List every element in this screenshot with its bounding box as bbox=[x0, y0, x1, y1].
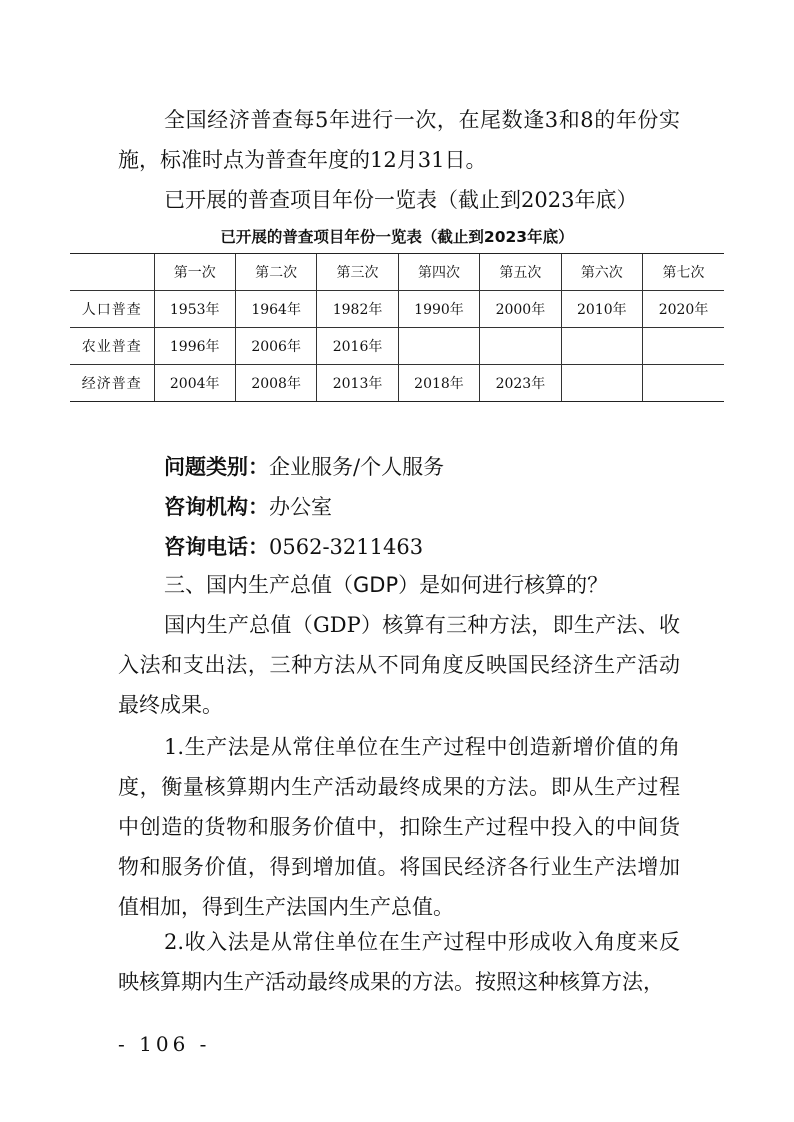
table-cell: 1996年 bbox=[154, 328, 235, 365]
table-cell: 2000年 bbox=[480, 291, 561, 328]
intro-paragraph: 全国经济普查每5年进行一次，在尾数逢3和8的年份实施，标准时点为普查年度的12月31日。 bbox=[118, 108, 680, 172]
table-header-row bbox=[70, 254, 724, 291]
table-cell: 1953年 bbox=[154, 291, 235, 328]
header-cell: 第七次 bbox=[643, 254, 724, 291]
table-cell: 1990年 bbox=[398, 291, 479, 328]
row-label: 农业普查 bbox=[70, 328, 154, 365]
table-cell: 2020年 bbox=[643, 291, 724, 328]
table-cell: 2004年 bbox=[154, 365, 235, 402]
category-line bbox=[164, 447, 444, 487]
row-label: 人口普查 bbox=[70, 291, 154, 328]
agency-line bbox=[164, 487, 332, 527]
table-cell: 1982年 bbox=[317, 291, 398, 328]
category-label: 问题类别： bbox=[164, 455, 269, 479]
agency-value: 办公室 bbox=[269, 495, 332, 519]
gdp-intro-paragraph: 国内生产总值（GDP）核算有三种方法，即生产法、收入法和支出法，三种方法从不同角度反映国民经济生产活动最终成果。 bbox=[118, 613, 680, 717]
table-cell: 2023年 bbox=[480, 365, 561, 402]
phone-label: 咨询电话： bbox=[164, 535, 269, 559]
category-value: 企业服务/个人服务 bbox=[269, 455, 445, 479]
row-label: 经济普查 bbox=[70, 365, 154, 402]
header-cell: 第五次 bbox=[480, 254, 561, 291]
table-cell: 2008年 bbox=[235, 365, 316, 402]
table-cell: 2018年 bbox=[398, 365, 479, 402]
table-cell: 2016年 bbox=[317, 328, 398, 365]
table-cell bbox=[480, 328, 561, 365]
table-row bbox=[70, 291, 724, 328]
table-cell bbox=[643, 365, 724, 402]
table-row bbox=[70, 328, 724, 365]
table-cell bbox=[643, 328, 724, 365]
table-cell: 2010年 bbox=[561, 291, 642, 328]
header-cell: 第二次 bbox=[235, 254, 316, 291]
phone-value: 0562-3211463 bbox=[269, 535, 424, 559]
income-method-paragraph: 2.收入法是从常住单位在生产过程中形成收入角度来反映核算期内生产活动最终成果的方法。按照这种核算方法， bbox=[118, 930, 680, 994]
table-cell: 2006年 bbox=[235, 328, 316, 365]
agency-label: 咨询机构： bbox=[164, 495, 269, 519]
table-title: 已开展的普查项目年份一览表（截止到2023年底） bbox=[220, 228, 574, 246]
table-caption: 已开展的普查项目年份一览表（截止到2023年底） bbox=[164, 188, 638, 212]
census-years-table bbox=[70, 253, 724, 402]
header-cell: 第六次 bbox=[561, 254, 642, 291]
section-heading: 三、国内生产总值（GDP）是如何进行核算的？ bbox=[164, 573, 609, 597]
phone-line bbox=[164, 527, 423, 567]
table-cell bbox=[561, 328, 642, 365]
production-method-paragraph: 1.生产法是从常住单位在生产过程中创造新增价值的角度，衡量核算期内生产活动最终成果的方法。即从生产过程中创造的货物和服务价值中，扣除生产过程中投入的中间货物和服务价值，得到增加值。将国民经济各行业生产法增加值相加，得到生产法国内生产总值。 bbox=[118, 735, 680, 919]
header-cell bbox=[70, 254, 154, 291]
header-cell: 第四次 bbox=[398, 254, 479, 291]
table-cell bbox=[561, 365, 642, 402]
table-cell: 1964年 bbox=[235, 291, 316, 328]
header-cell: 第三次 bbox=[317, 254, 398, 291]
header-cell: 第一次 bbox=[154, 254, 235, 291]
table-cell: 2013年 bbox=[317, 365, 398, 402]
table-row bbox=[70, 365, 724, 402]
table-cell bbox=[398, 328, 479, 365]
page-number: - 106 - bbox=[118, 1032, 211, 1056]
